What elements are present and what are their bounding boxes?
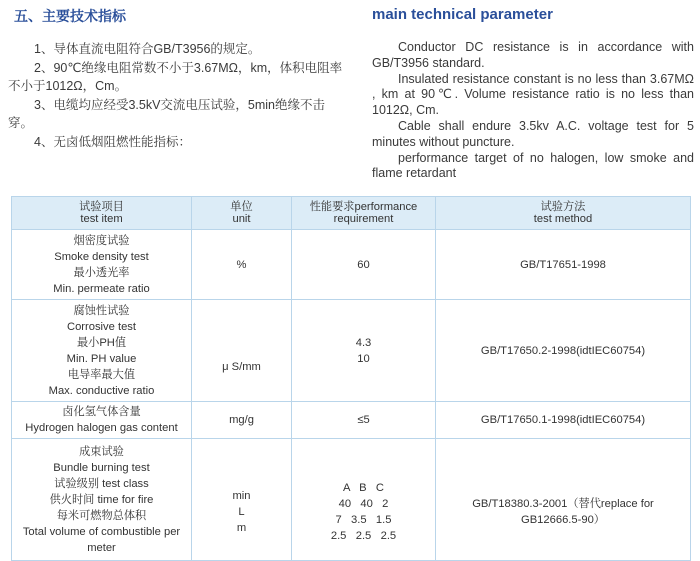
en-parameter-list: [372, 40, 694, 182]
cell-unit: %: [192, 230, 292, 300]
cn-paragraph: 2、90℃绝缘电阻常数不小于3.67MΩ，km，体积电阻率不小于1012Ω，Cm。: [8, 60, 343, 93]
cell-test-item: 烟密度试验 Smoke density test 最小透光率 Min. permeate ratio: [12, 230, 192, 300]
cell-test-method: GB/T17651-1998: [436, 230, 691, 300]
cell-unit: mg/g: [192, 402, 292, 439]
section-title-cn: 五、主要技术指标: [14, 8, 126, 24]
cell-unit: μ S/mm: [192, 300, 292, 402]
en-paragraph: Cable shall endure 3.5kv A.C. voltage test for 5 minutes without puncture.: [372, 118, 694, 149]
cell-unit: min L m: [192, 439, 292, 561]
header-test-item: 试验项目 test item: [12, 197, 192, 230]
table-row-corrosive: [12, 300, 691, 402]
section-title-en: main technical parameter: [372, 6, 553, 23]
en-paragraph: performance target of no halogen, low smoke and flame retardant: [372, 150, 694, 181]
cell-requirement: 4.3 10: [292, 300, 436, 402]
performance-table: [11, 196, 691, 561]
cell-test-item: 腐蚀性试验 Corrosive test 最小PH值 Min. PH value 电导率最大值 Max. conductive ratio: [12, 300, 192, 402]
header-unit: 单位 unit: [192, 197, 292, 230]
cell-test-method: GB/T17650.1-1998(idtIEC60754): [436, 402, 691, 439]
cn-paragraph: 3、电缆均应经受3.5kV交流电压试验，5min绝缘不击穿。: [8, 97, 326, 130]
header-test-method: 试验方法 test method: [436, 197, 691, 230]
table-header-row: [12, 197, 691, 230]
cell-test-item: 成束试验 Bundle burning test 试验级别 test class 供火时间 time for fire 每米可燃物总体积 Total volume of combustible per meter: [12, 439, 192, 561]
cell-test-method: GB/T17650.2-1998(idtIEC60754): [436, 300, 691, 402]
cn-paragraph: 1、导体直流电阻符合GB/T3956的规定。: [34, 42, 261, 56]
cn-paragraph: 4、无卤低烟阻燃性能指标：: [34, 134, 191, 149]
cell-requirement: 60: [292, 230, 436, 300]
table-row-smoke-density: [12, 230, 691, 300]
table-row-bundle-burning: [12, 439, 691, 561]
cell-requirement: ≤5: [292, 402, 436, 439]
cn-parameter-list: [8, 40, 346, 151]
en-paragraph: Insulated resistance constant is no less than 3.67MΩ , km at 90℃. Volume resistance ratio is no less than 1012Ω, Cm.: [372, 71, 694, 118]
en-paragraph: Conductor DC resistance is in accordance with GB/T3956 standard.: [372, 40, 694, 70]
cell-test-item: 卤化氢气体含量 Hydrogen halogen gas content: [12, 402, 192, 439]
table-row-hydrogen-halogen: [12, 402, 691, 439]
header-requirement: 性能要求performance requirement: [292, 197, 436, 230]
cell-requirement: A B C 40 40 2 7 3.5 1.5 2.5 2.5 2.5: [292, 439, 436, 561]
cell-test-method: GB/T18380.3-2001（替代replace for GB12666.5-90）: [436, 439, 691, 561]
